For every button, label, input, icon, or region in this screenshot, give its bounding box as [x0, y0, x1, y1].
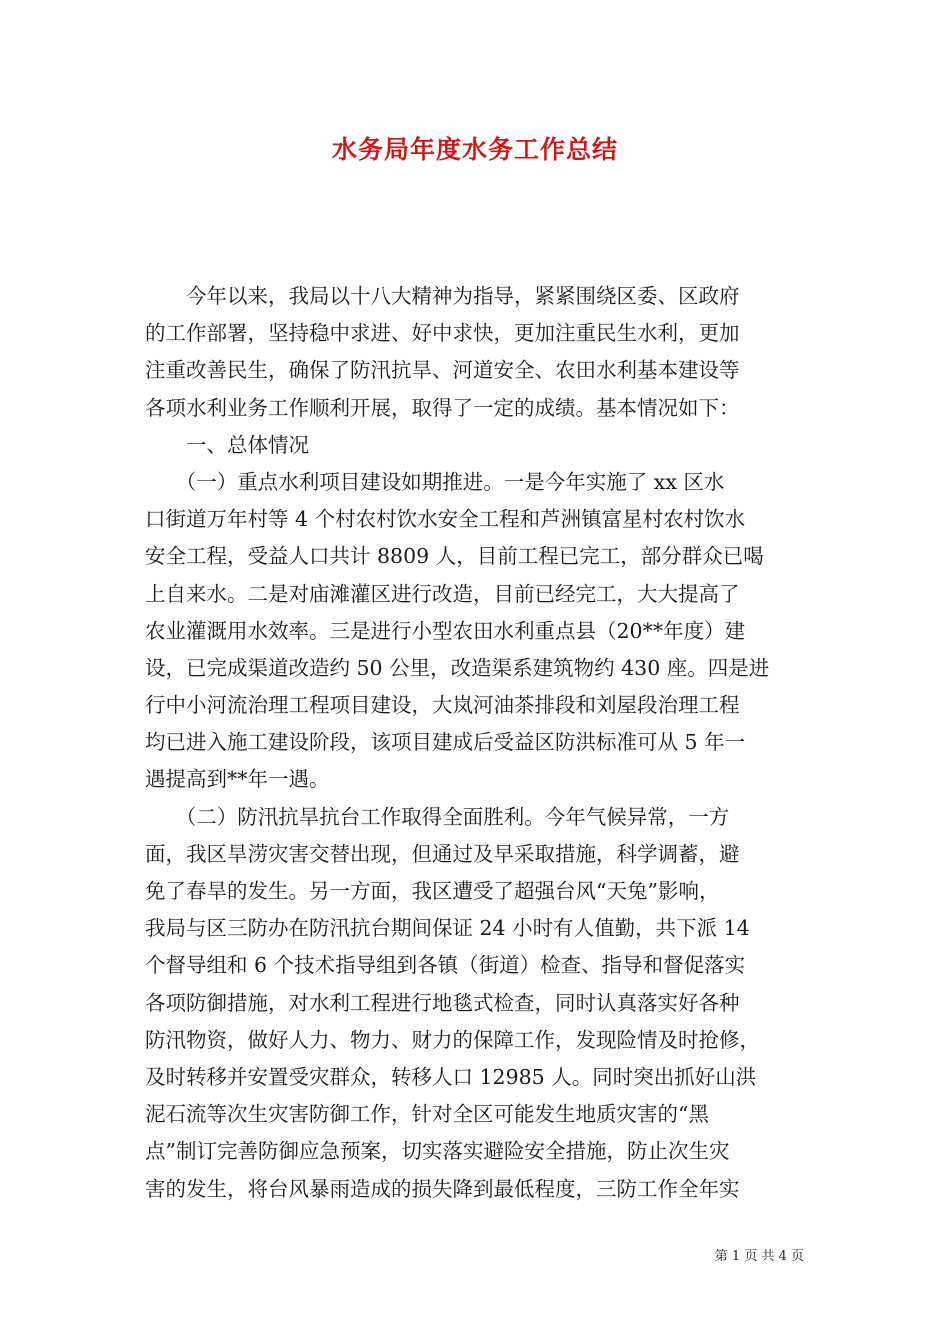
body-line: 害的发生，将台风暴雨造成的损失降到最低程度，三防工作全年实 [145, 1176, 740, 1201]
body-line: 免了春旱的发生。另一方面，我区遭受了超强台风“天兔”影响， [145, 879, 720, 903]
body-line: 遇提高到**年一遇。 [145, 767, 330, 792]
body-line: 点”制订完善防御应急预案，切实落实避险安全措施，防止次生灾 [145, 1139, 730, 1164]
body-line: 设，已完成渠道改造约 50 公里，改造渠系建筑物约 430 座。四是进 [145, 655, 770, 680]
body-line: 的工作部署，坚持稳中求进、好中求快，更加注重民生水利，更加 [145, 321, 740, 346]
body-line: 均已进入施工建设阶段，该项目建成后受益区防洪标准可从 5 年一 [145, 730, 746, 755]
body-line: 农业灌溉用水效率。三是进行小型农田水利重点县（20**年度）建 [145, 618, 746, 643]
body-line: 安全工程，受益人口共计 8809 人，目前工程已完工，部分群众已喝 [145, 544, 764, 569]
section-heading: 一、总体情况 [145, 432, 309, 457]
document-title: 水务局年度水务工作总结 [331, 135, 618, 164]
document-body [145, 278, 807, 1208]
page-number-footer: 第 1 页 共 4 页 [714, 1249, 804, 1264]
body-line: 个督导组和 6 个技术指导组到各镇（街道）检查、指导和督促落实 [145, 953, 746, 978]
body-line: 今年以来，我局以十八大精神为指导，紧紧围绕区委、区政府 [145, 284, 740, 308]
body-line: 口街道万年村等 4 个村农村饮水安全工程和芦洲镇富星村农村饮水 [145, 507, 746, 532]
body-line: 我局与区三防办在防汛抗台期间保证 24 小时有人值勤，共下派 14 [145, 916, 750, 941]
body-line: 行中小河流治理工程项目建设，大岚河油茶排段和刘屋段治理工程 [145, 693, 740, 718]
body-line: 泥石流等次生灾害防御工作，针对全区可能发生地质灾害的“黑 [145, 1102, 709, 1127]
body-line: 上自来水。二是对庙滩灌区进行改造，目前已经完工，大大提高了 [145, 581, 740, 606]
body-line: 及时转移并安置受灾群众，转移人口 12985 人。同时突出抓好山洪 [145, 1064, 757, 1089]
body-line: 注重改善民生，确保了防汛抗旱、河道安全、农田水利基本建设等 [145, 358, 740, 383]
body-line: 各项防御措施，对水利工程进行地毯式检查，同时认真落实好各种 [145, 990, 740, 1015]
body-line: 各项水利业务工作顺利开展，取得了一定的成绩。基本情况如下： [145, 395, 740, 420]
body-line: 面，我区旱涝灾害交替出现，但通过及早采取措施，科学调蓄，避 [145, 841, 740, 866]
body-line: （一）重点水利项目建设如期推进。一是今年实施了 xx 区水 [145, 469, 725, 494]
body-line: 防汛物资，做好人力、物力、财力的保障工作，发现险情及时抢修， [145, 1027, 760, 1052]
body-line: （二）防汛抗旱抗台工作取得全面胜利。今年气候异常，一方 [145, 804, 730, 829]
